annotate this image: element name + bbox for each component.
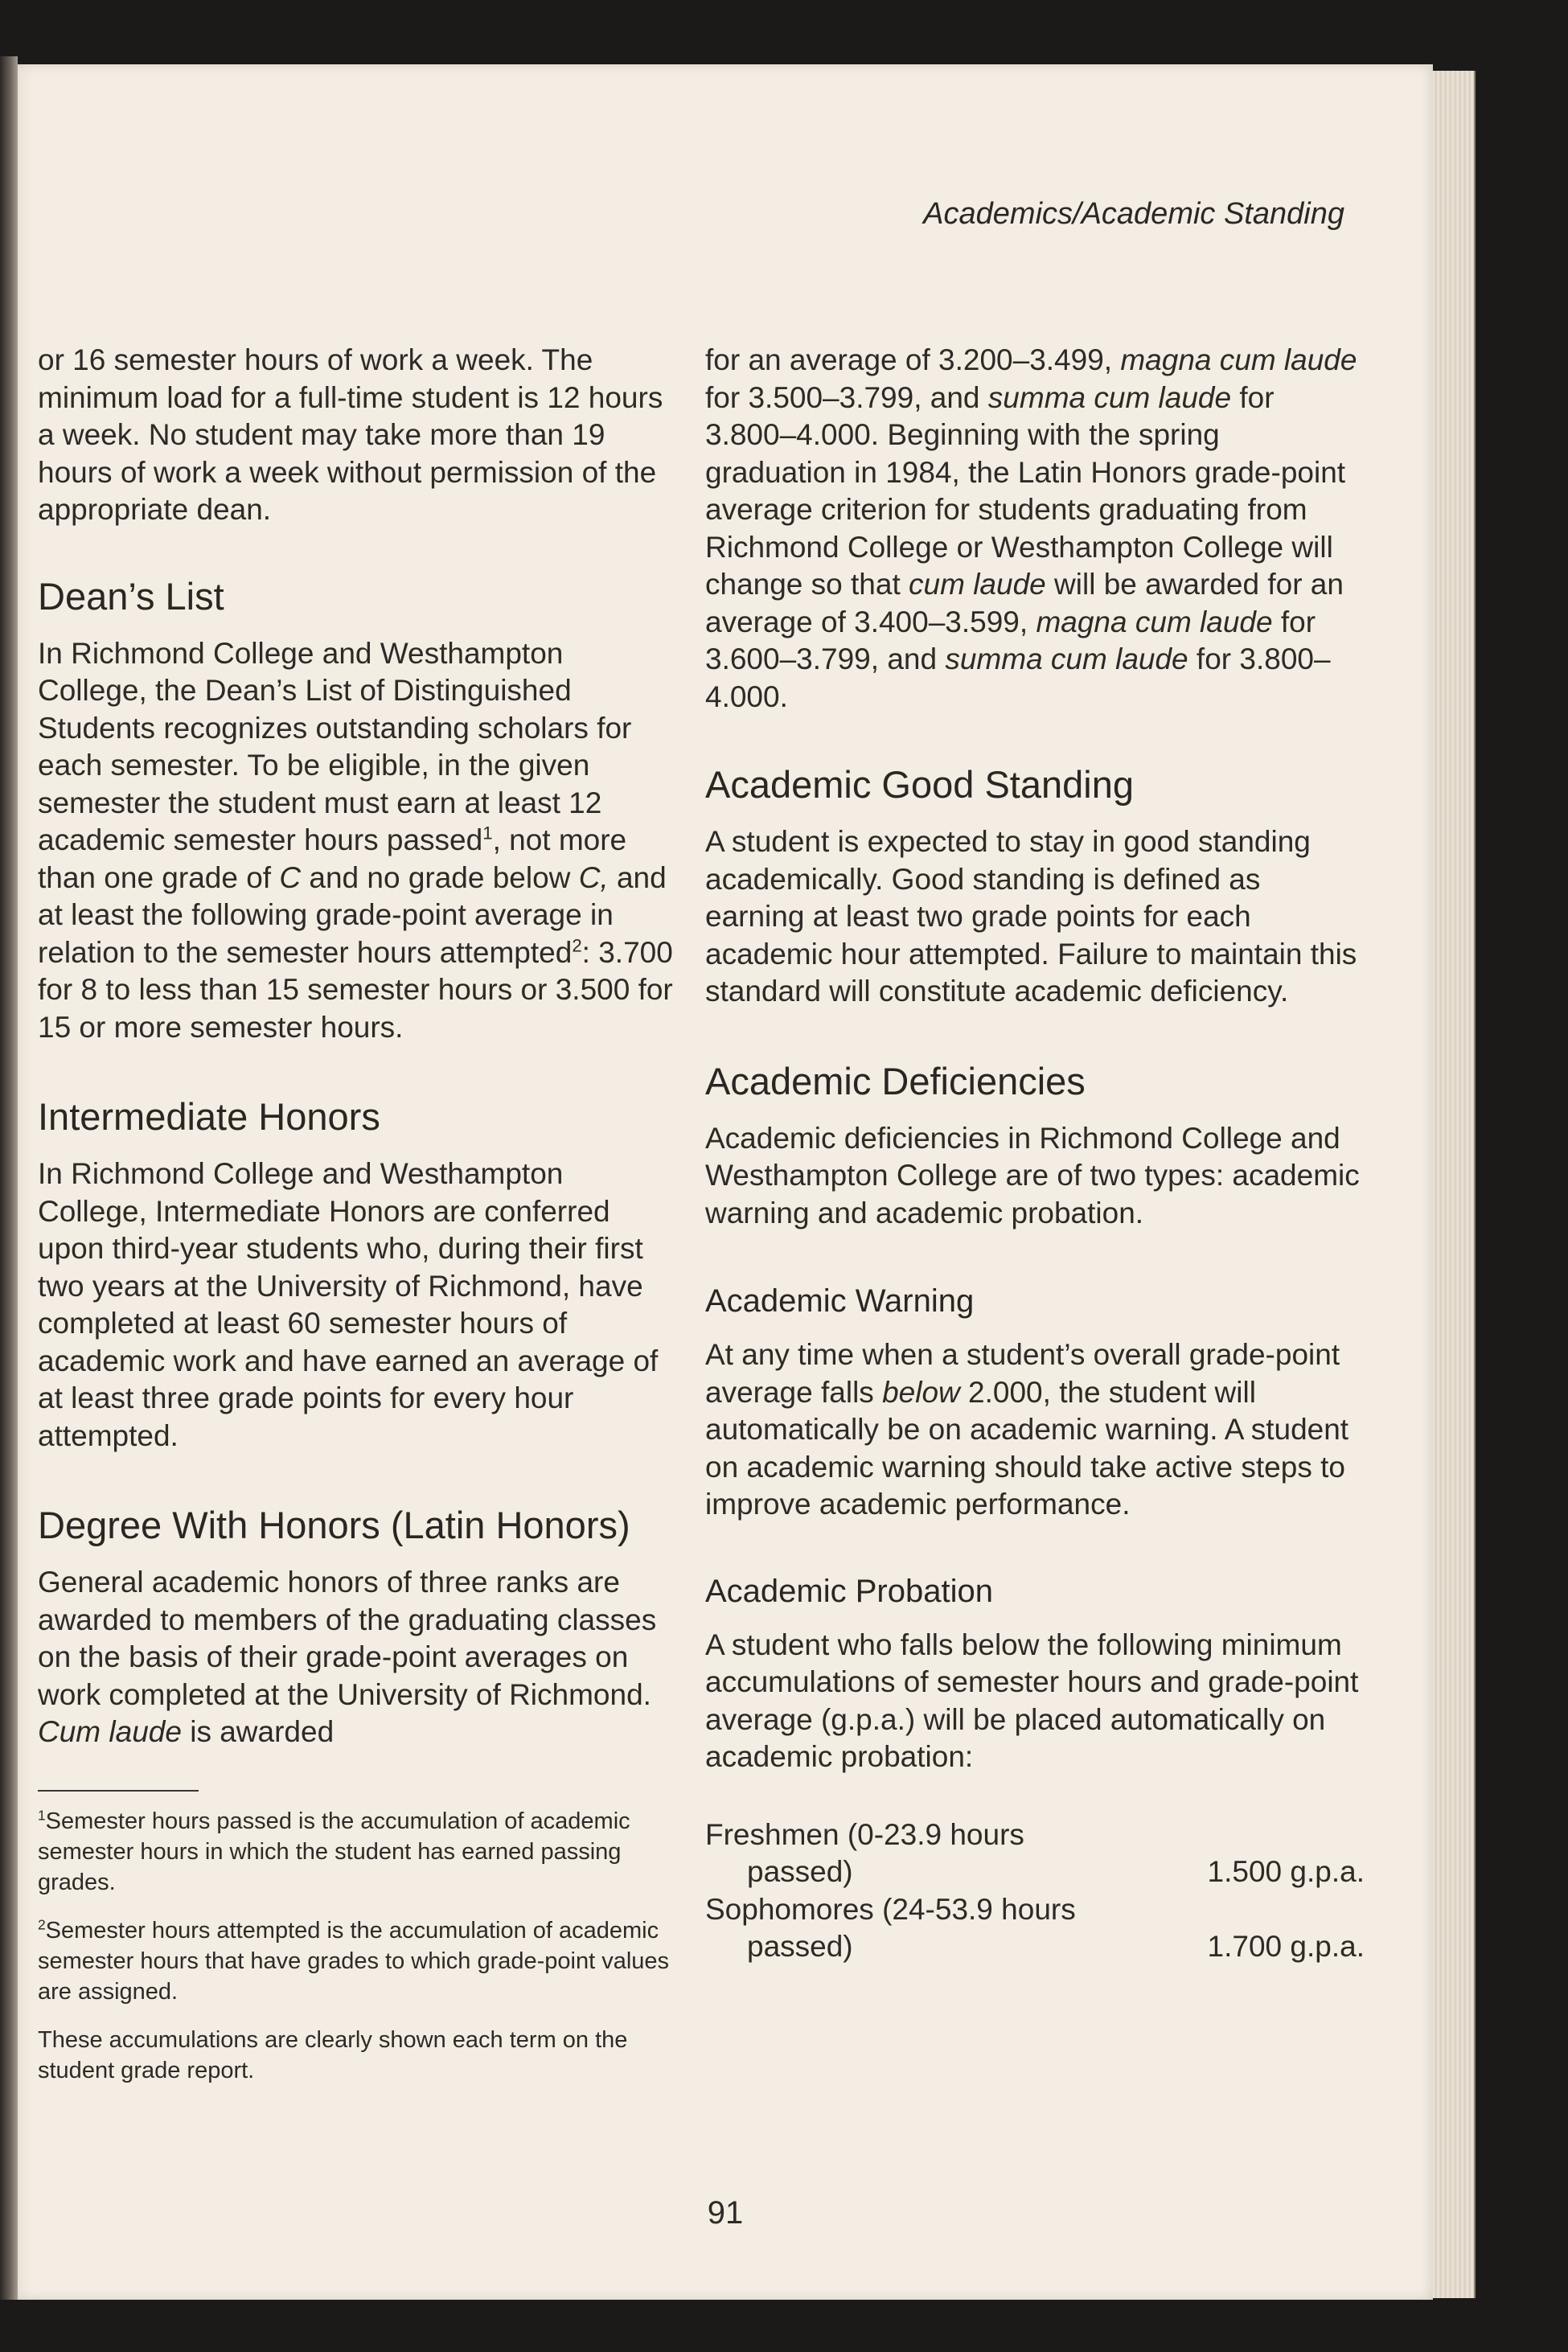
- academic-warning-heading: Academic Warning: [705, 1283, 975, 1319]
- probation-class: Sophomores (24-53.9 hours: [705, 1892, 1076, 1926]
- page-number: 91: [707, 2195, 744, 2231]
- intro-paragraph: or 16 semester hours of work a week. The minimum load for a full-time student is 12 hours a week. No student may take more than 19 hours of work a week without permission of the appropriate dean.: [38, 343, 663, 526]
- right-column: [705, 342, 1365, 1966]
- footnote-rule: [38, 1790, 199, 1792]
- latin-honors-continued: for an average of 3.200–3.499, magna cum laude for 3.500–3.799, and summa cum laude for 3.800–4.000. Beginning with the spring graduation in 1984, the Latin Honors grade-point average criterion for students graduating from Richmond College or Westhampton College will change so that cum laude will be awarded for an average of 3.400–3.599, magna cum laude for 3.600–3.799, and summa cum laude for 3.800–4.000.: [705, 343, 1357, 713]
- academic-warning-paragraph: At any time when a student’s overall grade-point average falls below 2.000, the student will automatically be on academic warning. A student on academic warning should take active steps to improve academic performance.: [705, 1338, 1349, 1521]
- probation-class: Freshmen (0-23.9 hours: [705, 1817, 1024, 1851]
- probation-gpa: 1.700 g.p.a.: [1207, 1930, 1365, 1963]
- probation-row-freshmen: [705, 1816, 1365, 1891]
- book-page: [18, 64, 1433, 2300]
- probation-gpa: 1.500 g.p.a.: [1207, 1855, 1365, 1888]
- academic-probation-paragraph: A student who falls below the following minimum accumulations of semester hours and grade-point average (g.p.a.) will be placed automatically on academic probation:: [705, 1628, 1359, 1773]
- deans-list-heading: Dean’s List: [38, 574, 224, 618]
- good-standing-paragraph: A student is expected to stay in good standing academically. Good standing is defined as earning at least two grade points for each academic hour attempted. Failure to maintain this standard will constitute academic deficiency.: [705, 825, 1357, 1008]
- footnote-2: $^2$Semester hours attempted is the accumulation of academic semester hours that have grades to which grade-point values are assigned.: [38, 1915, 670, 2005]
- deficiencies-heading: Academic Deficiencies: [705, 1059, 1086, 1102]
- book-binding-edge: [0, 56, 18, 2300]
- degree-honors-paragraph: General academic honors of three ranks are awarded to members of the graduating classes on the basis of their grade-point averages on work completed at the University of Richmond. Cum laude is awarded: [38, 1566, 657, 1748]
- deficiencies-paragraph: Academic deficiencies in Richmond College and Westhampton College are of two types: academic warning and academic probation.: [705, 1121, 1360, 1229]
- probation-row-sophomores: [705, 1891, 1365, 1966]
- running-head: Academics/Academic Standing: [923, 197, 1344, 231]
- footnote-3: These accumulations are clearly shown each term on the student grade report.: [38, 2026, 628, 2083]
- probation-class-cont: passed): [747, 1930, 853, 1963]
- footnote-ref-1: 1: [482, 823, 493, 844]
- left-column: [38, 342, 673, 2104]
- footnote-ref-2: 2: [572, 935, 582, 956]
- intermediate-honors-heading: Intermediate Honors: [38, 1095, 380, 1138]
- deans-list-paragraph: In Richmond College and Westhampton College, the Dean’s List of Distinguished Students recognizes outstanding scholars for each semester. To be eligible, in the given semester the student must earn at least 12 academic semester hours passed$^1$, not more than one grade of C and no grade below C, and at least the following grade-point average in relation to the semester hours attempted$^2$: 3.700 for 8 to less than 15 semester hours or 3.500 for 15 or more semester hours.: [38, 636, 673, 1044]
- intermediate-honors-paragraph: In Richmond College and Westhampton College, Intermediate Honors are conferred upon third-year students who, during their first two years at the University of Richmond, have completed at least 60 semester hours of academic work and have earned an average of at least three grade points for every hour attempted.: [38, 1157, 659, 1452]
- degree-honors-heading: Degree With Honors (Latin Honors): [38, 1504, 630, 1546]
- probation-class-cont: passed): [747, 1855, 853, 1888]
- footnote-1: $^1$Semester hours passed is the accumulation of academic semester hours in which the student has earned passing grades.: [38, 1806, 630, 1895]
- good-standing-heading: Academic Good Standing: [705, 763, 1134, 806]
- academic-probation-heading: Academic Probation: [705, 1573, 993, 1609]
